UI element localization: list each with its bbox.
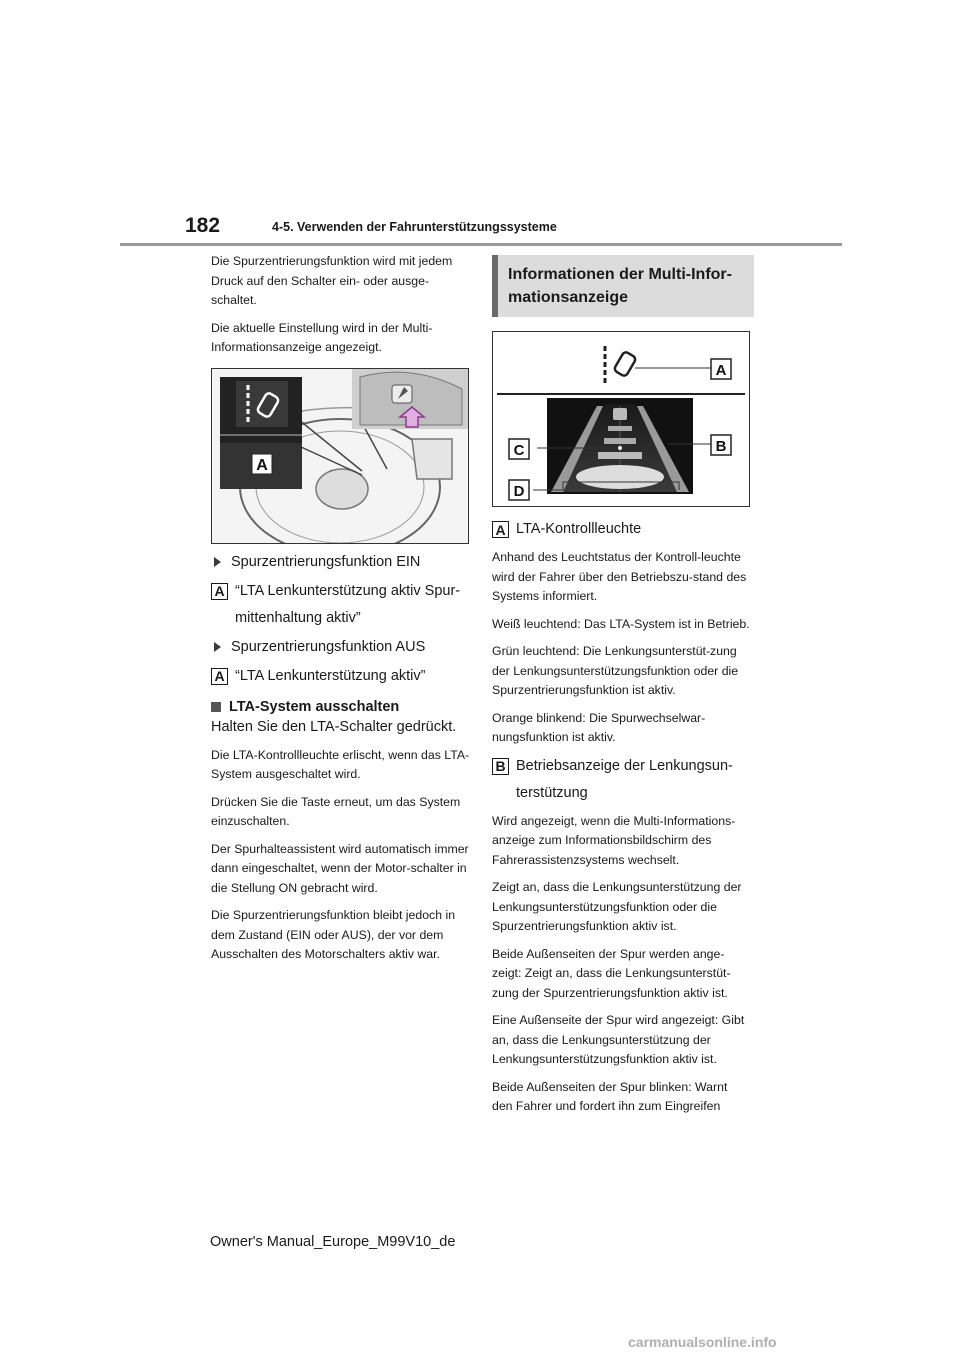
label-text: LTA-Kontrollleuchte xyxy=(516,521,642,537)
lta-switch-illustration xyxy=(211,368,469,544)
paragraph: Der Spurhalteassistent wird automatisch immer dann eingeschaltet, wenn der Motor-schalter in die Stellung ON gebracht wird. xyxy=(211,841,469,895)
dashboard-steering-svg xyxy=(212,369,468,543)
watermark: carmanualsonline.info xyxy=(628,1334,777,1350)
paragraph: Die Spurzentrierungsfunktion wird mit jedem Druck auf den Schalter ein- oder ausge-schaltet. xyxy=(211,254,453,307)
label-item xyxy=(492,519,750,540)
paragraph: Orange blinkend: Die Spurwechselwar-nungsfunktion ist aktiv. xyxy=(492,710,706,744)
paragraph: Beide Außenseiten der Spur blinken: Warnt den Fahrer und fordert ihn zum Eingreifen xyxy=(492,1079,728,1113)
label-box: A xyxy=(211,583,228,600)
figure-label-d: D xyxy=(513,483,525,500)
bullet-text: Spurzentrierungsfunktion EIN xyxy=(231,553,421,570)
page-number: 182 xyxy=(185,214,221,237)
subsection-heading-text: LTA-System ausschalten xyxy=(229,698,400,715)
paragraph: Eine Außenseite der Spur wird angezeigt: Gibt an, dass die Lenkungsunterstützung der Lenkungsunterstützungsfunktion aktiv ist. xyxy=(492,1013,745,1066)
label-item xyxy=(211,666,471,687)
label-text-continued: terstützung xyxy=(516,784,588,801)
bullet-item xyxy=(211,552,471,573)
bullet-item xyxy=(211,637,471,658)
label-text: “LTA Lenkunterstützung aktiv” xyxy=(235,667,426,684)
info-section-heading: Informationen der Multi-Infor-mationsanzeige xyxy=(492,255,754,317)
label-item xyxy=(211,581,471,602)
paragraph: Die aktuelle Einstellung wird in der Multi-Informationsanzeige angezeigt. xyxy=(211,320,433,354)
triangle-bullet-icon xyxy=(214,642,221,652)
bullet-text: Spurzentrierungsfunktion AUS xyxy=(231,638,426,655)
paragraph: Anhand des Leuchtstatus der Kontroll-leuchte wird der Fahrer über den Betriebszu-stand des Systems informiert. xyxy=(492,550,747,603)
paragraph: Beide Außenseiten der Spur werden ange-zeigt: Zeigt an, dass die Lenkungsunterstüt-zung der Spurzentrierungsfunktion aktiv ist. xyxy=(492,946,731,1000)
left-column xyxy=(211,252,471,973)
figure-label-c: C xyxy=(513,442,525,459)
label-text: “LTA Lenkunterstützung aktiv Spur- xyxy=(235,582,461,599)
label-box: A xyxy=(492,521,509,538)
subsection-heading xyxy=(211,699,471,715)
figure-label-a: A xyxy=(256,456,268,474)
paragraph: Grün leuchtend: Die Lenkungsunterstüt-zung der Lenkungsunterstützungsfunktion oder die Spurzentrierungsfunktion ist aktiv. xyxy=(492,644,739,697)
multi-info-display-illustration xyxy=(492,331,750,507)
figure-label-b: B xyxy=(715,438,727,455)
paragraph: Drücken Sie die Taste erneut, um das System einzuschalten. xyxy=(211,794,461,828)
label-item xyxy=(492,756,750,777)
instruction: Halten Sie den LTA-Schalter gedrückt. xyxy=(211,718,457,735)
paragraph: Weiß leuchtend: Das LTA-System ist in Betrieb. xyxy=(492,616,750,631)
label-text-continued: mittenhaltung aktiv” xyxy=(235,609,361,626)
label-box: B xyxy=(492,758,509,775)
triangle-bullet-icon xyxy=(214,557,221,567)
paragraph: Wird angezeigt, wenn die Multi-Informations-anzeige zum Informationsbildschirm des Fahrerassistenzsystems wechselt. xyxy=(492,813,736,867)
header-rule xyxy=(120,243,842,246)
paragraph: Zeigt an, dass die Lenkungsunterstützung der Lenkungsunterstützungsfunktion oder die Spurzentrierungsfunktion aktiv ist. xyxy=(492,880,742,933)
paragraph: Die Spurzentrierungsfunktion bleibt jedoch in dem Zustand (EIN oder AUS), der vor dem Ausschalten des Motorschalters aktiv war. xyxy=(211,908,456,961)
multi-info-display-svg xyxy=(493,332,749,506)
paragraph: Die LTA-Kontrollleuchte erlischt, wenn das LTA-System ausgeschaltet wird. xyxy=(211,747,470,781)
label-text: Betriebsanzeige der Lenkungsun- xyxy=(516,757,733,774)
figure-label-a: A xyxy=(715,362,727,379)
section-title: 4-5. Verwenden der Fahrunterstützungssysteme xyxy=(272,220,557,234)
footer-text: Owner's Manual_Europe_M99V10_de xyxy=(210,1234,456,1250)
label-box: A xyxy=(211,668,228,685)
right-column xyxy=(492,252,750,1125)
square-bullet-icon xyxy=(211,702,221,712)
